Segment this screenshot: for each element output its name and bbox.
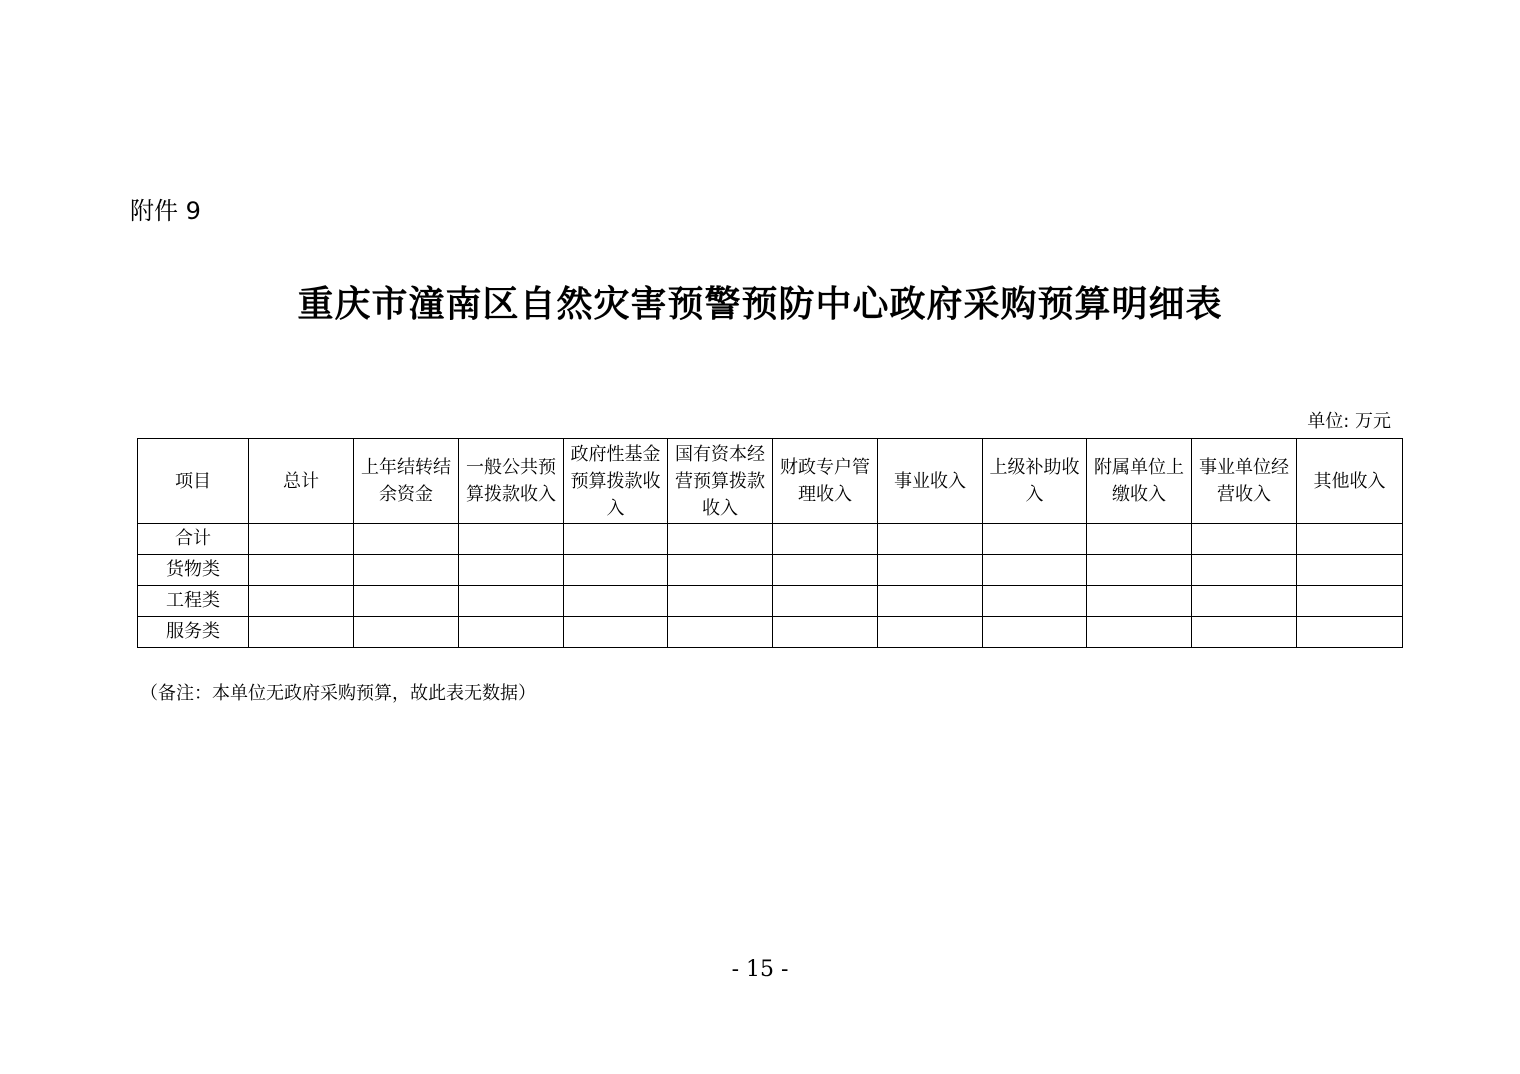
table-cell — [1087, 555, 1192, 586]
attachment-label: 附件 9 — [130, 197, 201, 225]
table-cell — [878, 586, 983, 617]
table-cell — [773, 617, 878, 648]
table-cell — [1087, 617, 1192, 648]
table-cell — [878, 524, 983, 555]
table-cell — [354, 617, 459, 648]
row-label: 合计 — [138, 524, 249, 555]
table-cell — [1192, 524, 1297, 555]
table-cell — [1087, 586, 1192, 617]
table-cell — [668, 524, 773, 555]
table-cell — [1297, 555, 1403, 586]
header-general-public-budget: 一般公共预算拨款收入 — [459, 439, 564, 524]
row-label: 工程类 — [138, 586, 249, 617]
table-cell — [1192, 617, 1297, 648]
table-cell — [354, 524, 459, 555]
row-label: 服务类 — [138, 617, 249, 648]
header-business-income: 事业收入 — [878, 439, 983, 524]
header-other-income: 其他收入 — [1297, 439, 1403, 524]
table-cell — [249, 586, 354, 617]
table-cell — [354, 555, 459, 586]
table-cell — [1087, 524, 1192, 555]
table-cell — [773, 586, 878, 617]
table-cell — [1192, 555, 1297, 586]
table-row — [138, 524, 1403, 555]
table-cell — [1192, 586, 1297, 617]
table-cell — [564, 586, 668, 617]
table-row — [138, 617, 1403, 648]
table-cell — [459, 586, 564, 617]
table-cell — [668, 586, 773, 617]
page-number: - 15 - — [731, 957, 789, 982]
header-item: 项目 — [138, 439, 249, 524]
table-cell — [564, 555, 668, 586]
header-affiliated-unit-income: 附属单位上缴收入 — [1087, 439, 1192, 524]
table-cell — [249, 617, 354, 648]
table-cell — [1297, 586, 1403, 617]
header-total: 总计 — [249, 439, 354, 524]
header-operating-income: 事业单位经营收入 — [1192, 439, 1297, 524]
header-special-account-income: 财政专户管理收入 — [773, 439, 878, 524]
table-cell — [459, 555, 564, 586]
procurement-budget-table — [137, 438, 1403, 648]
unit-label: 单位: 万元 — [1307, 411, 1391, 432]
table-cell — [983, 617, 1087, 648]
header-superior-subsidy: 上级补助收入 — [983, 439, 1087, 524]
table-cell — [983, 524, 1087, 555]
table-cell — [878, 555, 983, 586]
table-header-row — [138, 439, 1403, 524]
table-cell — [773, 524, 878, 555]
table-cell — [668, 617, 773, 648]
table-cell — [668, 555, 773, 586]
table-row — [138, 586, 1403, 617]
header-state-capital-budget: 国有资本经营预算拨款收入 — [668, 439, 773, 524]
table-cell — [878, 617, 983, 648]
table-cell — [249, 555, 354, 586]
table-cell — [564, 524, 668, 555]
table-row — [138, 555, 1403, 586]
table-cell — [459, 524, 564, 555]
table-cell — [773, 555, 878, 586]
header-government-fund-budget: 政府性基金预算拨款收入 — [564, 439, 668, 524]
table-cell — [354, 586, 459, 617]
page-title: 重庆市潼南区自然灾害预警预防中心政府采购预算明细表 — [297, 284, 1223, 325]
row-label: 货物类 — [138, 555, 249, 586]
table-cell — [1297, 617, 1403, 648]
footnote: （备注：本单位无政府采购预算，故此表无数据） — [140, 683, 536, 704]
table-cell — [983, 586, 1087, 617]
table-cell — [564, 617, 668, 648]
table-cell — [459, 617, 564, 648]
table-cell — [1297, 524, 1403, 555]
table-cell — [249, 524, 354, 555]
table-cell — [983, 555, 1087, 586]
header-prior-year-carryover: 上年结转结余资金 — [354, 439, 459, 524]
